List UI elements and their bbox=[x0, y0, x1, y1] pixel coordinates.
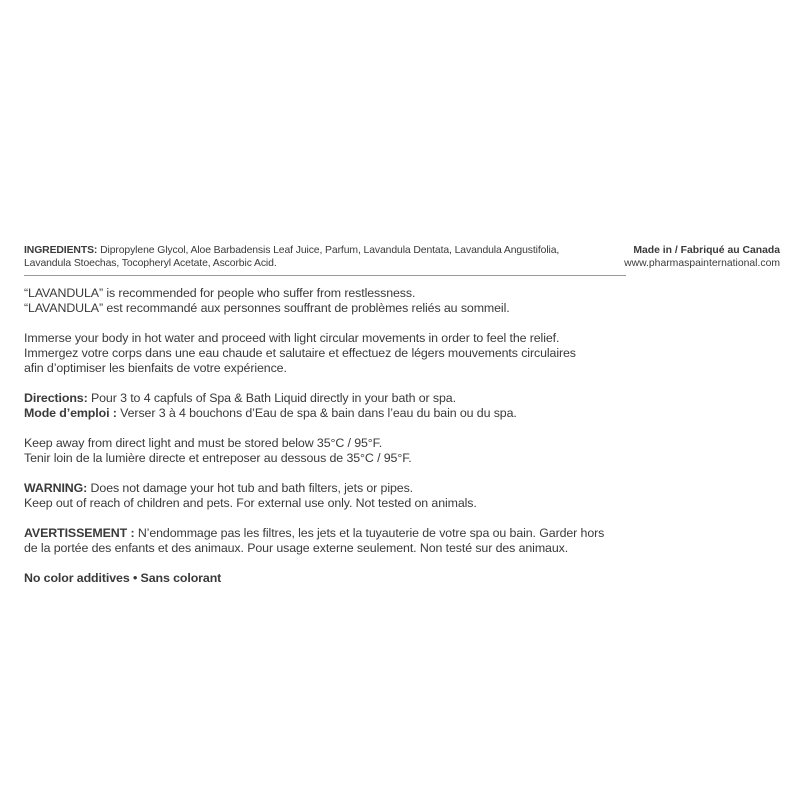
warning-line1 bbox=[24, 481, 624, 496]
website-text: www.pharmaspainternational.com bbox=[624, 258, 780, 269]
avertissement-text1: N’endommage pas les filtres, les jets et la tuyauterie de votre spa ou bain. Garder hors bbox=[134, 526, 605, 540]
mode-emploi-text: Verser 3 à 4 bouchons d’Eau de spa & bain dans l’eau du bain ou du spa. bbox=[116, 406, 517, 420]
directions-paragraph bbox=[24, 391, 624, 421]
bullet-separator: • bbox=[129, 571, 141, 585]
avertissement-text2: de la portée des enfants et des animaux. Pour usage externe seulement. Non testé sur des animaux. bbox=[24, 541, 569, 555]
warning-text1: Does not damage your hot tub and bath filters, jets or pipes. bbox=[87, 481, 414, 495]
intro-fr: “LAVANDULA” est recommandé aux personnes souffrant de problèmes reliés au sommeil. bbox=[24, 301, 510, 315]
avertissement-line1 bbox=[24, 526, 624, 541]
color-additives-line bbox=[24, 571, 624, 586]
ingredients-heading: INGREDIENTS: bbox=[24, 245, 98, 256]
immerse-fr-line1: Immergez votre corps dans une eau chaude et salutaire et effectuez de légers mouvements circulaires bbox=[24, 346, 576, 360]
origin-block bbox=[600, 244, 780, 270]
warning-label: WARNING: bbox=[24, 481, 88, 495]
mode-emploi-label: Mode d’emploi : bbox=[24, 406, 117, 420]
ingredients-block bbox=[24, 244, 604, 270]
avertissement-label: AVERTISSEMENT : bbox=[24, 526, 135, 540]
sans-colorant: Sans colorant bbox=[140, 571, 222, 585]
ingredients-list-line2: Lavandula Stoechas, Tocopheryl Acetate, Ascorbic Acid. bbox=[24, 258, 277, 269]
storage-paragraph bbox=[24, 436, 624, 466]
immerse-en: Immerse your body in hot water and proceed with light circular movements in order to feel the relief. bbox=[24, 331, 560, 345]
intro-en: “LAVANDULA” is recommended for people who suffer from restlessness. bbox=[24, 286, 416, 300]
directions-label: Directions: bbox=[24, 391, 88, 405]
warning-text2: Keep out of reach of children and pets. For external use only. Not tested on animals. bbox=[24, 496, 477, 510]
immerse-fr-line2: afin d’optimiser les bienfaits de votre expérience. bbox=[24, 361, 287, 375]
storage-en: Keep away from direct light and must be stored below 35°C / 95°F. bbox=[24, 436, 383, 450]
ingredients-list-line1: Dipropylene Glycol, Aloe Barbadensis Leaf Juice, Parfum, Lavandula Dentata, Lavandula Angustifolia, bbox=[100, 245, 560, 256]
intro-paragraph bbox=[24, 286, 624, 316]
immerse-paragraph bbox=[24, 331, 624, 376]
warning-paragraph bbox=[24, 481, 624, 511]
divider-line bbox=[24, 275, 626, 276]
instructions-block bbox=[24, 286, 624, 601]
directions-fr bbox=[24, 406, 624, 421]
no-color-additives: No color additives bbox=[24, 571, 130, 585]
avertissement-paragraph bbox=[24, 526, 624, 556]
directions-en bbox=[24, 391, 624, 406]
directions-text: Pour 3 to 4 capfuls of Spa & Bath Liquid directly in your bath or spa. bbox=[87, 391, 456, 405]
storage-fr: Tenir loin de la lumière directe et entreposer au dessous de 35°C / 95°F. bbox=[24, 451, 412, 465]
made-in-text: Made in / Fabriqué au Canada bbox=[633, 245, 780, 256]
